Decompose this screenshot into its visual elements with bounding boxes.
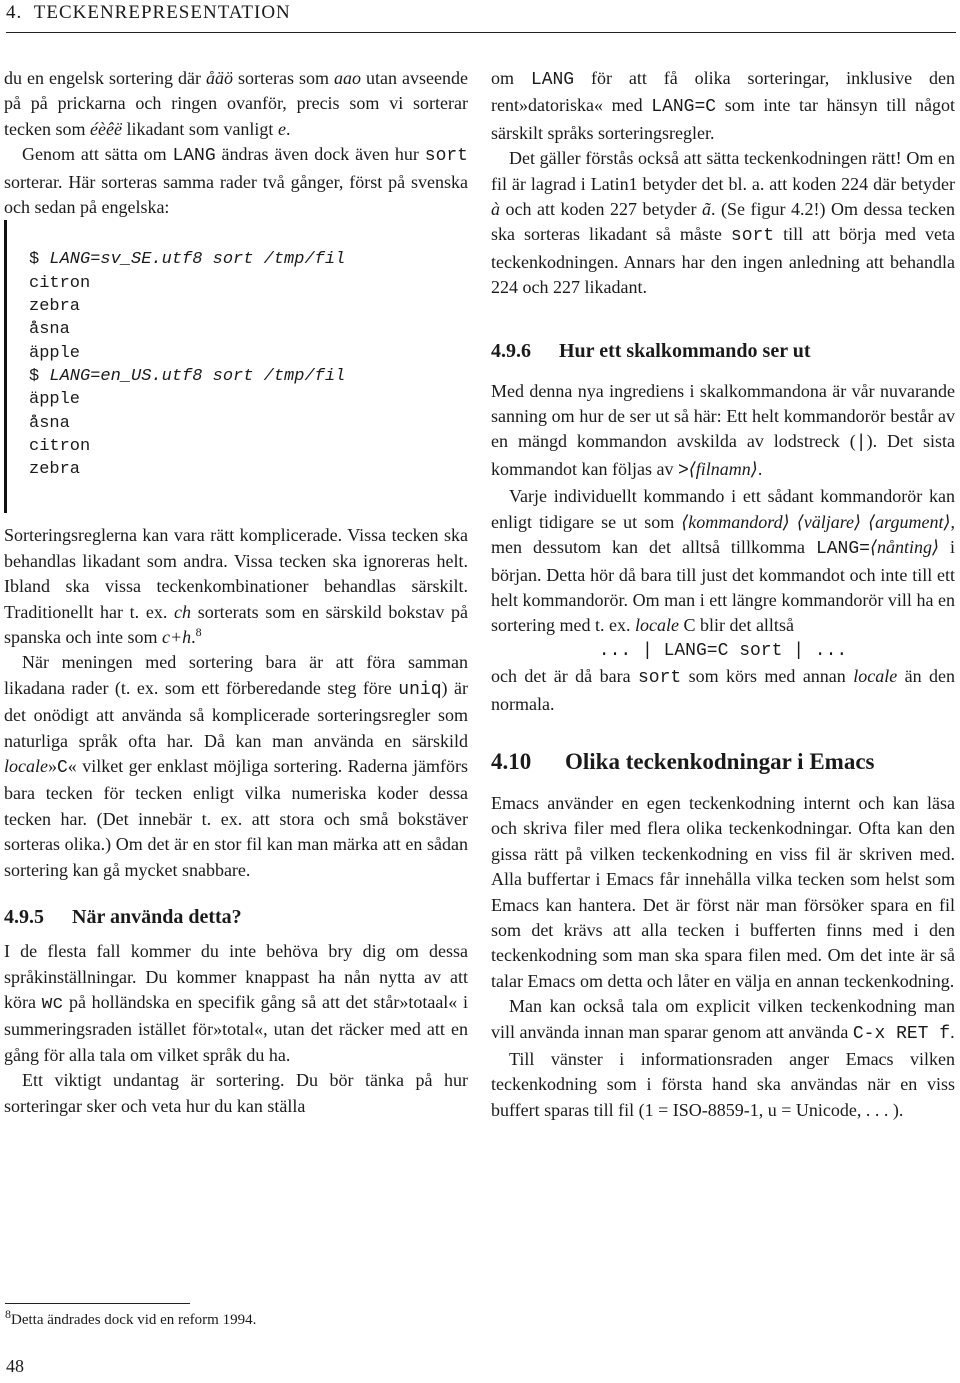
right-paragraph-7: Man kan också tala om explicit vilken teckenkodning man vill använda innan man sparar genom att använda C-x RET f.: [491, 996, 955, 1044]
header-chapter-number: 4.: [6, 2, 23, 23]
footnote-text: Detta ändrades dock vid en reform 1994.: [11, 1312, 257, 1328]
right-paragraph-5: och det är då bara sort som körs med annan locale än den normala.: [491, 666, 955, 714]
right-column: [491, 66, 955, 1123]
running-header: [6, 2, 956, 33]
left-paragraph-3: Sorteringsreglerna kan vara rätt komplicerade. Vissa tecken ska behandlas likadant som andra. Vissa tecken ska ignoreras helt. Ibland ska vissa teckenkombinationer behandlas särskilt. Traditionellt har t. ex. ch sorterats som en särskild bokstav på spanska och inte som c+h.$^8$: [4, 525, 468, 648]
header-chapter-title: TECKENREPRESENTATION: [33, 2, 291, 23]
left-paragraph-5: I de flesta fall kommer du inte behöva bry dig om dessa språkinställningar. Du kommer knappast ha nån nytta av att köra wc på holländska en specifik gång så att det står»totaal« i summeringsraden istället för»total«, utan det räcker med att en gång för alla tala om vilket språk du ha.: [4, 941, 468, 1065]
code-example: $ LANG=sv_SE.utf8 sort /tmp/fil citron zebra åsna äpple $ LANG=en_US.utf8 sort /tmp/fil äpple åsna citron zebra: [4, 248, 468, 481]
right-paragraph-6: Emacs använder en egen teckenkodning internt och kan läsa och skriva filer med flera olika teckenkodningar. Ofta kan den gissa rätt på vilken teckenkodning en viss fil är skriven med. Alla buffertar i Emacs får innehålla vilka tecken som helst som Emacs kan hantera. Det är först när man försöker spara en fil som det krävs att alla tecken i bufferten finns med i den teckenkodning som man ska spara filen med. Om det inte är så talar Emacs om detta och låter en välja en annan teckenkodning.: [491, 792, 955, 991]
left-paragraph-4: När meningen med sortering bara är att föra samman likadana rader (t. ex. som ett förberedande steg före uniq) är det onödigt att använda så komplicerade sorteringsregler som naturliga språk ofta har. Då kan man använda en särskild locale»C« vilket ger enklast möjliga sortering. Raderna jämförs bara tecken för tecken enligt vilka numeriska koder dessa tecken har. (Det innebär t. ex. att stora och små bokstäver sorteras olika.) Om det är en stor fil kan man märka att en sådan sortering kan gå mycket snabbare.: [4, 652, 468, 880]
footnote-reference: 8: [195, 625, 202, 640]
code-margin-bar: [4, 220, 7, 513]
header-title: [6, 2, 956, 24]
footnote: [5, 1309, 256, 1331]
left-paragraph-2: Genom att sätta om LANG ändras även dock även hur sort sorterar. Här sorteras samma rader två gånger, först på svenska och sedan på engelska:: [4, 144, 468, 218]
command-display: ... | LANG=C sort | ...: [598, 640, 848, 661]
page-number: 48: [6, 1356, 24, 1376]
right-paragraph-3: Med denna nya ingrediens i skalkommandona är vår nuvarande sanning om hur de ser ut så här: Ett helt kommandorör består av en mängd kommandon avskilda av lodstreck (|). Det sista kommandot kan följas av >⟨filnamn⟩.: [491, 380, 956, 481]
left-column: [4, 66, 468, 1119]
right-paragraph-4: Varje individuellt kommando i ett sådant kommandorör kan enligt tidigare se ut som ⟨kommandord⟩ ⟨väljare⟩ ⟨argument⟩, men dessutom kan det alltså tillkomma LANG=⟨nånting⟩ i början. Detta hör då bara till just det kommandot och inte till ett helt kommandorör. Om man i ett längre kommandorör vill ha en sortering med t. ex. locale C blir det alltså: [491, 486, 956, 636]
left-paragraph-6: Ett viktigt undantag är sortering. Du bör tänka på hur sorteringar sker och veta hur du kan ställa: [4, 1070, 468, 1116]
section-heading-4-10: 4.10 Olika teckenkodningar i Emacs: [491, 748, 875, 774]
section-heading-4-9-5: 4.9.5 När använda detta?: [4, 906, 242, 929]
left-paragraph-1: du en engelsk sortering där åäö sorteras som aao utan avseende på på prickarna och ringen ovanför, precis som vi sorterar tecken som éèêë likadant som vanligt e.: [4, 68, 469, 139]
footnote-rule: [5, 1303, 190, 1304]
section-heading-4-9-6: 4.9.6 Hur ett skalkommando ser ut: [491, 339, 811, 362]
header-rule: [6, 32, 956, 33]
right-paragraph-2: Det gäller förstås också att sätta teckenkodningen rätt! Om en fil är lagrad i Latin1 betyder det bl. a. att koden 224 där betyder à och att koden 227 betyder ã. (Se figur 4.2!) Om dessa tecken ska sorteras likadant så måste sort till att börja med veta teckenkodningen. Annars har den ingen anledning att behandla 224 och 227 likadant.: [491, 148, 956, 298]
right-paragraph-8: Till vänster i informationsraden anger Emacs vilken teckenkodning som i första hand ska användas när en viss buffert sparas till fil (1 = ISO-8859-1, u = Unicode, . . . ).: [491, 1049, 955, 1120]
footnote-mark: 8: [5, 1307, 11, 1321]
right-paragraph-1: om LANG för att få olika sorteringar, inklusive den rent»datoriska« med LANG=C som inte tar hänsyn till något särskilt språks sorteringsregler.: [491, 68, 955, 143]
